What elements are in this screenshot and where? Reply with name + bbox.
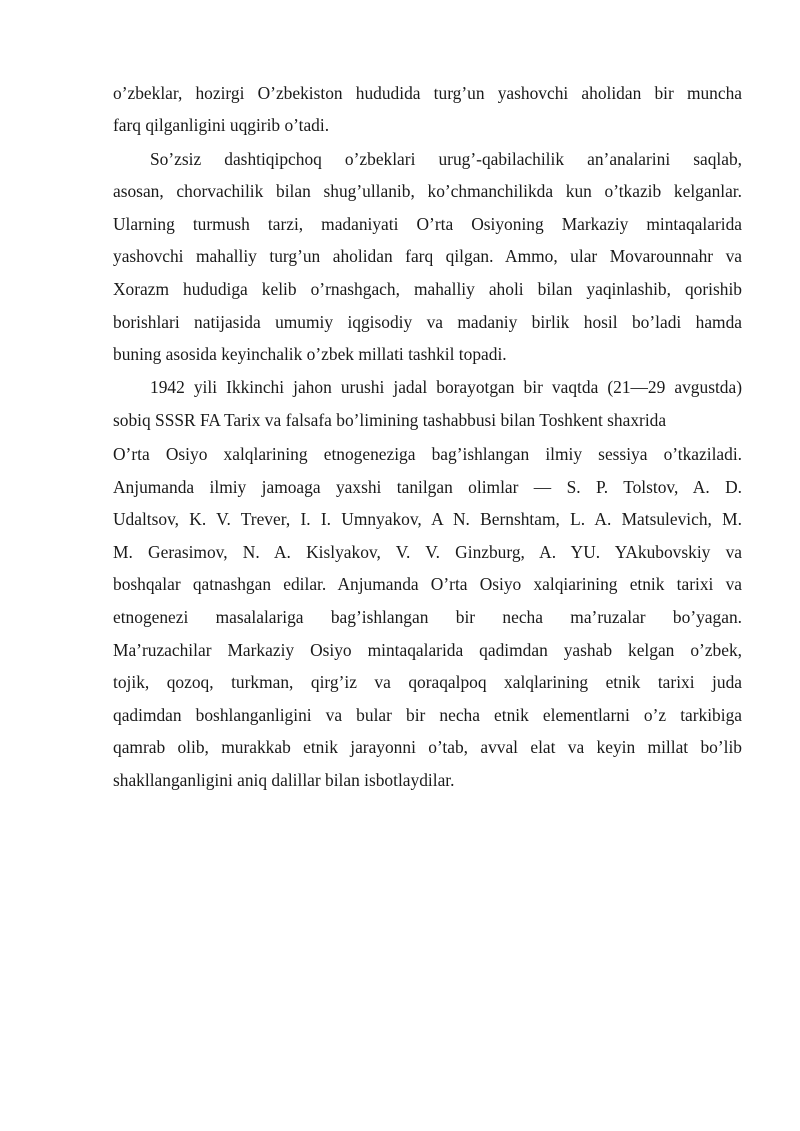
text-line: qadimdan boshlanganligini va bular bir necha etnik elementlarni o’z tarkibiga	[113, 705, 742, 725]
text-line: So’zsiz dashtiqipchoq o’zbeklari urug’-qabilachilik an’analarini saqlab,	[150, 149, 742, 169]
text-line: tojik, qozoq, turkman, qirg’iz va qoraqalpoq xalqlarining etnik tarixi juda	[113, 672, 742, 692]
text-line: Anjumanda ilmiy jamoaga yaxshi tanilgan olimlar — S. P. Tolstov, A. D.	[113, 477, 742, 497]
text-line: buning asosida keyinchalik o’zbek millati tashkil topadi.	[113, 344, 507, 364]
text-line: borishlari natijasida umumiy iqgisodiy va madaniy birlik hosil bo’ladi hamda	[113, 312, 742, 332]
text-line: farq qilganligini uqgirib o’tadi.	[113, 115, 330, 135]
text-line: etnogenezi masalalariga bag’ishlangan bir necha ma’ruzalar bo’yagan.	[113, 607, 742, 627]
text-line: 1942 yili Ikkinchi jahon urushi jadal borayotgan bir vaqtda (21—29 avgustda)	[150, 377, 742, 397]
text-line: O’rta Osiyo xalqlarining etnogeneziga bag’ishlangan ilmiy sessiya o’tkaziladi.	[113, 444, 742, 464]
text-line: Ularning turmush tarzi, madaniyati O’rta Osiyoning Markaziy mintaqalarida	[113, 214, 742, 234]
text-line: shakllanganligini aniq dalillar bilan isbotlaydilar.	[113, 770, 455, 790]
text-line: qamrab olib, murakkab etnik jarayonni o’tab, avval elat va keyin millat bo’lib	[113, 737, 742, 757]
text-line: o’zbeklar, hozirgi O’zbekiston hududida turg’un yashovchi aholidan bir muncha	[113, 83, 742, 103]
text-line: boshqalar qatnashgan edilar. Anjumanda O’rta Osiyo xalqiarining etnik tarixi va	[113, 574, 742, 594]
text-line: Ma’ruzachilar Markaziy Osiyo mintaqalarida qadimdan yashab kelgan o’zbek,	[113, 640, 742, 660]
text-line: sobiq SSSR FA Tarix va falsafa bo’limining tashabbusi bilan Toshkent shaxrida	[113, 410, 667, 430]
text-line: Xorazm hududiga kelib o’rnashgach, mahalliy aholi bilan yaqinlashib, qorishib	[113, 279, 742, 299]
text-line: asosan, chorvachilik bilan shug’ullanib, ko’chmanchilikda kun o’tkazib kelganlar.	[113, 181, 742, 201]
text-line: Udaltsov, K. V. Trever, I. I. Umnyakov, A N. Bernshtam, L. A. Matsulevich, M.	[113, 509, 742, 529]
text-line: M. Gerasimov, N. A. Kislyakov, V. V. Ginzburg, A. YU. YAkubovskiy va	[113, 542, 742, 562]
text-line: yashovchi mahalliy turg’un aholidan farq qilgan. Ammo, ular Movarounnahr va	[113, 246, 742, 266]
